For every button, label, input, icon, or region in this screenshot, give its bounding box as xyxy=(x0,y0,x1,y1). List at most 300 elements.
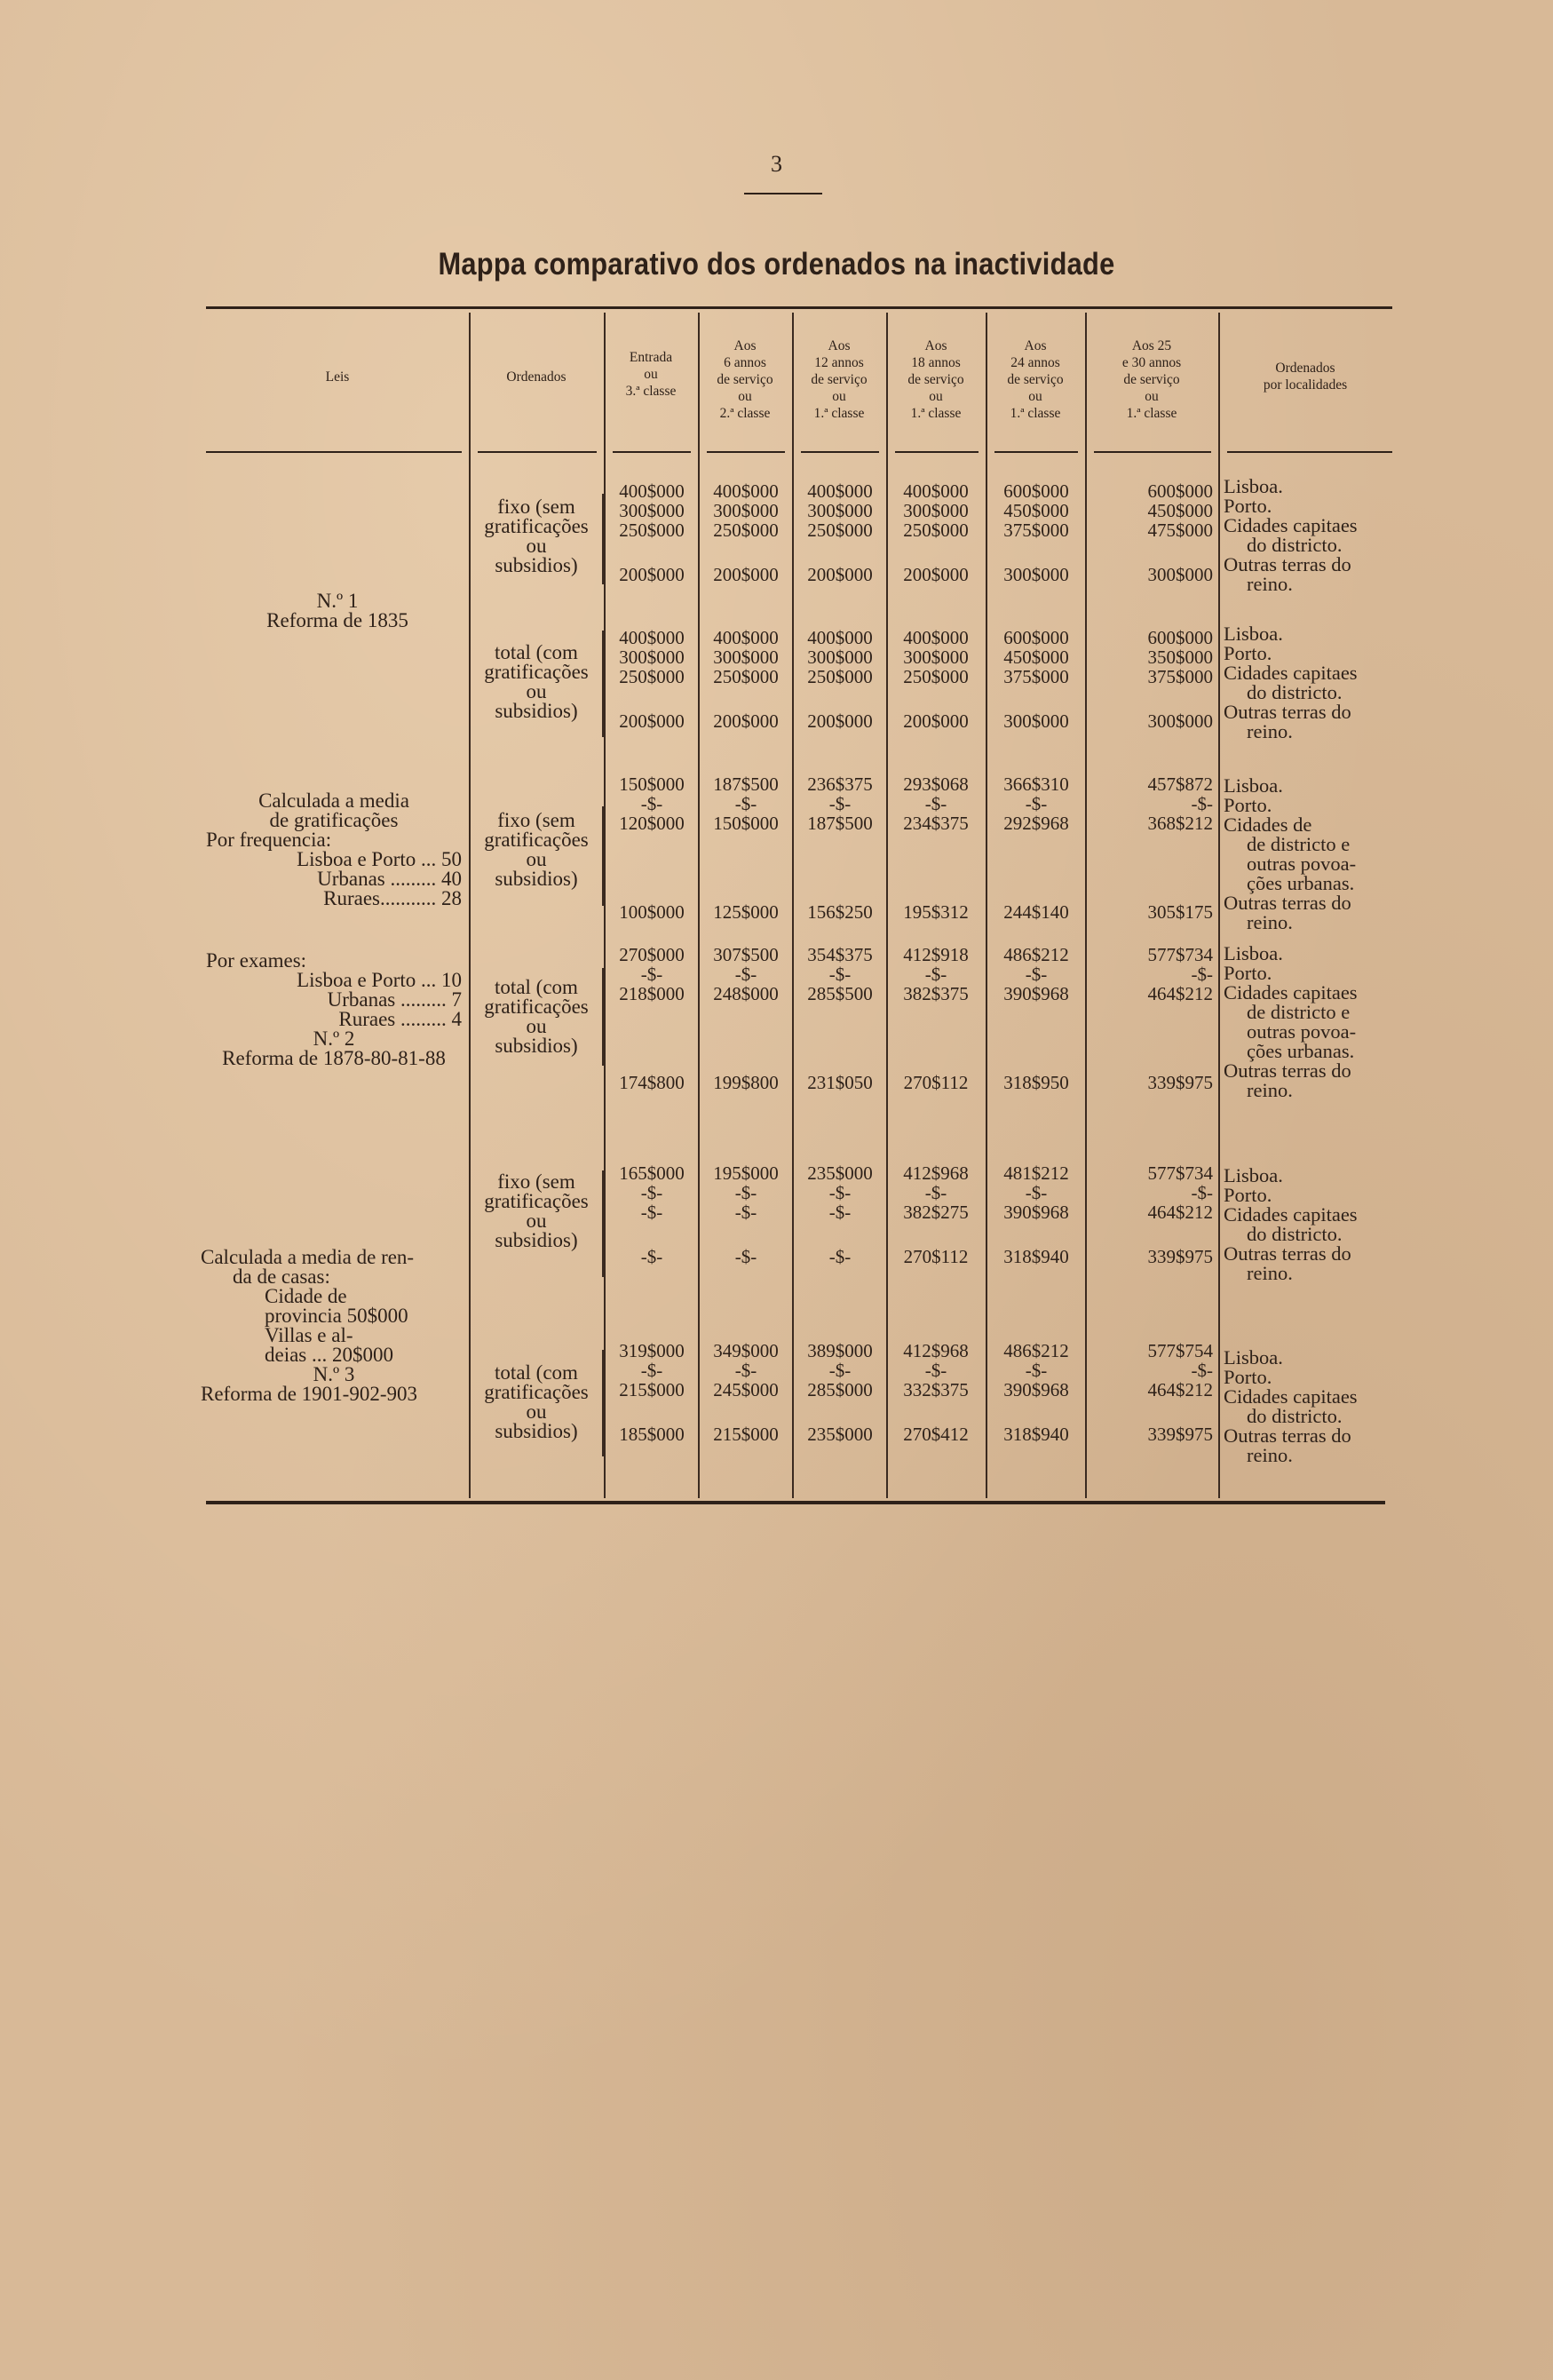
table-cell: 600$000 xyxy=(1003,627,1069,648)
table-cell: 250$000 xyxy=(713,520,779,541)
table-cell: 354$375 xyxy=(807,944,873,965)
table-cell: 250$000 xyxy=(807,666,873,687)
header-col-line: Aos xyxy=(828,338,851,353)
header-col-line: ou xyxy=(1028,389,1042,404)
table-cell: 270$412 xyxy=(903,1424,969,1445)
table-cell: 339$975 xyxy=(1147,1072,1213,1093)
header-col-line: 6 annos xyxy=(724,355,766,370)
table-cell: 270$112 xyxy=(903,1246,969,1267)
localidade-line: Outras terras do xyxy=(1224,1424,1351,1447)
table-cell: 600$000 xyxy=(1147,480,1213,502)
localidade-line: Porto. xyxy=(1224,794,1272,816)
page-number: 3 xyxy=(771,151,782,177)
localidade-line: Lisboa. xyxy=(1224,942,1283,964)
table-cell: 450$000 xyxy=(1003,500,1069,521)
localidade-line: Lisboa. xyxy=(1224,623,1283,645)
localidades-law1-fixo xyxy=(1224,477,1358,594)
law-1-label xyxy=(206,591,469,631)
group-brace xyxy=(602,1350,604,1456)
column-divider xyxy=(986,313,987,1498)
group-label-line: subsidios) xyxy=(495,1035,578,1057)
localidade-line: Lisboa. xyxy=(1224,774,1283,797)
table-cell: 390$968 xyxy=(1003,1202,1069,1223)
law-line: N.º 3 xyxy=(313,1363,355,1385)
law-line: provincia 50$000 xyxy=(265,1305,408,1327)
group-label-line: ou xyxy=(526,1400,547,1423)
localidade-line: Porto. xyxy=(1224,642,1272,664)
table-cell: 412$968 xyxy=(903,1162,969,1184)
table-cell: 200$000 xyxy=(619,564,685,585)
localidade-line: Outras terras do xyxy=(1224,553,1351,575)
table-cell: 250$000 xyxy=(619,520,685,541)
header-col-line: 18 annos xyxy=(911,355,961,370)
table-cell: 250$000 xyxy=(807,520,873,541)
group-label-line: ou xyxy=(526,848,547,870)
group-label-line: ou xyxy=(526,680,547,702)
localidade-line: Cidades capitaes xyxy=(1224,1385,1358,1408)
localidade-line: Cidades capitaes xyxy=(1224,1203,1358,1226)
table-cell: -$- xyxy=(1191,1182,1213,1203)
table-cell: 100$000 xyxy=(619,901,685,923)
header-rule xyxy=(1227,451,1392,453)
table-cell: 200$000 xyxy=(713,564,779,585)
table-cell: -$- xyxy=(734,1182,757,1203)
table-cell: 248$000 xyxy=(713,983,779,1004)
localidades-law3-total xyxy=(1224,1348,1358,1465)
table-cell: -$- xyxy=(1025,1182,1048,1203)
group-label-line: ou xyxy=(526,535,547,557)
localidade-line: Outras terras do xyxy=(1224,701,1351,723)
table-cell: 235$000 xyxy=(807,1162,873,1184)
column-divider xyxy=(1085,313,1087,1498)
table-cell: -$- xyxy=(1191,793,1213,814)
table-cell: 577$734 xyxy=(1147,1162,1213,1184)
table-cell: -$- xyxy=(924,1182,947,1203)
table-cell: 187$500 xyxy=(807,813,873,834)
header-localidades xyxy=(1218,360,1392,393)
header-localidades-line2: por localidades xyxy=(1263,377,1348,393)
table-cell: 486$212 xyxy=(1003,1340,1069,1361)
localidade-line: do districto. xyxy=(1247,1405,1343,1427)
group-brace xyxy=(602,494,604,584)
law-line: Reforma de 1901-902-903 xyxy=(201,1383,417,1405)
table-cell: 215$000 xyxy=(713,1424,779,1445)
group-label-line: total (com xyxy=(495,641,578,663)
table-cell: 125$000 xyxy=(713,901,779,923)
table-cell: 300$000 xyxy=(903,647,969,668)
law-line: Lisboa e Porto ... 50 xyxy=(297,848,462,870)
header-col-line: 3.ª classe xyxy=(625,384,677,399)
table-cell: 165$000 xyxy=(619,1162,685,1184)
table-cell: 339$975 xyxy=(1147,1246,1213,1267)
header-leis: Leis xyxy=(325,369,350,385)
header-col-line: ou xyxy=(644,367,658,382)
header-col-line: de serviço xyxy=(811,372,868,387)
law-line: Lisboa e Porto ... 10 xyxy=(297,969,462,991)
table-cell: -$- xyxy=(640,1202,663,1223)
localidade-line: do districto. xyxy=(1247,681,1343,703)
header-col-line: ou xyxy=(738,389,752,404)
localidade-line: reino. xyxy=(1247,720,1293,742)
page-number-rule xyxy=(744,193,822,194)
table-cell: 350$000 xyxy=(1147,647,1213,668)
table-cell: 475$000 xyxy=(1147,520,1213,541)
table-cell: 307$500 xyxy=(713,944,779,965)
table-cell: -$- xyxy=(828,1246,852,1267)
table-cell: 318$940 xyxy=(1003,1246,1069,1267)
header-rule xyxy=(613,451,691,453)
table-cell: -$- xyxy=(734,1202,757,1223)
group-label-line: gratificações xyxy=(484,1381,589,1403)
table-cell: -$- xyxy=(828,793,852,814)
group-label-line: subsidios) xyxy=(495,554,578,576)
column-divider xyxy=(604,313,606,1498)
localidade-line: Lisboa. xyxy=(1224,1164,1283,1186)
table-cell: 382$275 xyxy=(903,1202,969,1223)
localidade-line: Outras terras do xyxy=(1224,892,1351,914)
table-cell: 200$000 xyxy=(619,710,685,732)
table-cell: -$- xyxy=(1025,1360,1048,1381)
group-label-line: fixo (sem xyxy=(497,1170,575,1193)
group-label-line: gratificações xyxy=(484,661,589,683)
localidade-line: do districto. xyxy=(1247,534,1343,556)
table-cell: 368$212 xyxy=(1147,813,1213,834)
table-cell: -$- xyxy=(828,1182,852,1203)
header-col-line: ou xyxy=(929,389,943,404)
table-bottom-rule xyxy=(206,1501,1385,1504)
table-cell: 390$968 xyxy=(1003,983,1069,1004)
table-cell: 332$375 xyxy=(903,1379,969,1400)
table-cell: 486$212 xyxy=(1003,944,1069,965)
header-col-line: 12 annos xyxy=(814,355,864,370)
table-cell: 300$000 xyxy=(807,647,873,668)
header-rule xyxy=(1094,451,1211,453)
table-cell: 366$310 xyxy=(1003,774,1069,795)
table-cell: 464$212 xyxy=(1147,1379,1213,1400)
group-label-line: ou xyxy=(526,1015,547,1037)
localidade-line: Outras terras do xyxy=(1224,1059,1351,1082)
table-cell: -$- xyxy=(1191,964,1213,985)
header-rule xyxy=(895,451,979,453)
table-cell: 600$000 xyxy=(1147,627,1213,648)
table-cell: 231$050 xyxy=(807,1072,873,1093)
table-cell: 577$734 xyxy=(1147,944,1213,965)
table-cell: -$- xyxy=(828,1202,852,1223)
header-col-line: 2.ª classe xyxy=(719,406,771,421)
table-cell: 187$500 xyxy=(713,774,779,795)
law-line: da de casas: xyxy=(233,1265,330,1288)
localidades-law1-total xyxy=(1224,624,1358,742)
localidade-line: ções urbanas. xyxy=(1247,872,1355,894)
header-col-line: 1.ª classe xyxy=(1126,406,1177,421)
table-cell: -$- xyxy=(1025,964,1048,985)
table-cell: 200$000 xyxy=(903,710,969,732)
header-localidades-line1: Ordenados xyxy=(1275,361,1335,376)
group-label-line: gratificações xyxy=(484,515,589,537)
header-rule xyxy=(206,451,462,453)
localidade-line: Cidades capitaes xyxy=(1224,981,1358,1004)
localidade-line: Porto. xyxy=(1224,495,1272,517)
table-cell: 577$754 xyxy=(1147,1340,1213,1361)
header-col-line: de serviço xyxy=(717,372,773,387)
table-cell: 200$000 xyxy=(807,564,873,585)
header-rule xyxy=(478,451,597,453)
table-cell: 292$968 xyxy=(1003,813,1069,834)
group-label-line: subsidios) xyxy=(495,1420,578,1442)
table-cell: 244$140 xyxy=(1003,901,1069,923)
table-cell: 390$968 xyxy=(1003,1379,1069,1400)
law-line: Calculada a media xyxy=(258,789,409,812)
table-cell: 400$000 xyxy=(807,480,873,502)
law-line: Urbanas ......... 7 xyxy=(327,988,462,1011)
header-col-line: Aos 25 xyxy=(1131,338,1172,353)
table-cell: 300$000 xyxy=(619,647,685,668)
header-rule xyxy=(801,451,879,453)
localidade-line: de districto e xyxy=(1247,1001,1351,1023)
header-col-4 xyxy=(886,337,986,422)
table-cell: 250$000 xyxy=(619,666,685,687)
header-rule xyxy=(707,451,785,453)
law-line: Urbanas ......... 40 xyxy=(317,868,462,890)
table-cell: 318$940 xyxy=(1003,1424,1069,1445)
group-label-line: ou xyxy=(526,1210,547,1232)
table-cell: -$- xyxy=(734,1246,757,1267)
table-cell: -$- xyxy=(640,1246,663,1267)
table-cell: 375$000 xyxy=(1147,666,1213,687)
table-cell: 412$918 xyxy=(903,944,969,965)
header-col-line: e 30 annos xyxy=(1121,355,1182,370)
group-brace xyxy=(602,1170,604,1277)
group-label-line: gratificações xyxy=(484,829,589,851)
law-3-label xyxy=(201,1248,467,1404)
column-divider xyxy=(792,313,794,1498)
group-label-line: gratificações xyxy=(484,1190,589,1212)
table-cell: -$- xyxy=(734,1360,757,1381)
table-cell: 464$212 xyxy=(1147,983,1213,1004)
localidade-line: Cidades capitaes xyxy=(1224,662,1358,684)
table-cell: 215$000 xyxy=(619,1379,685,1400)
table-cell: 375$000 xyxy=(1003,666,1069,687)
header-col-line: Aos xyxy=(924,338,947,353)
table-cell: 185$000 xyxy=(619,1424,685,1445)
localidade-line: Porto. xyxy=(1224,962,1272,984)
header-col-2 xyxy=(698,337,792,422)
table-cell: 120$000 xyxy=(619,813,685,834)
localidade-line: Outras terras do xyxy=(1224,1242,1351,1265)
page-title: Mappa comparativo dos ordenados na inactividade xyxy=(438,247,1115,282)
group-label-line: total (com xyxy=(495,976,578,998)
group-label-law1-total xyxy=(469,643,604,721)
table-cell: 200$000 xyxy=(713,710,779,732)
column-divider xyxy=(886,313,888,1498)
header-col-line: de serviço xyxy=(907,372,964,387)
table-cell: 300$000 xyxy=(713,500,779,521)
table-cell: 300$000 xyxy=(1147,710,1213,732)
table-cell: 293$068 xyxy=(903,774,969,795)
table-cell: 300$000 xyxy=(713,647,779,668)
table-cell: 285$500 xyxy=(807,983,873,1004)
table-cell: 349$000 xyxy=(713,1340,779,1361)
table-cell: 195$000 xyxy=(713,1162,779,1184)
group-label-law3-total xyxy=(469,1363,604,1441)
table-cell: 450$000 xyxy=(1147,500,1213,521)
header-col-line: Aos xyxy=(733,338,757,353)
table-cell: 300$000 xyxy=(619,500,685,521)
group-brace xyxy=(602,631,604,737)
localidades-law2-total xyxy=(1224,944,1358,1100)
localidade-line: reino. xyxy=(1247,911,1293,933)
header-col-3 xyxy=(792,337,886,422)
table-cell: 236$375 xyxy=(807,774,873,795)
table-top-rule xyxy=(206,306,1392,309)
table-cell: -$- xyxy=(828,1360,852,1381)
table-cell: 457$872 xyxy=(1147,774,1213,795)
header-ordenados: Ordenados xyxy=(506,369,567,385)
localidade-line: Lisboa. xyxy=(1224,475,1283,497)
localidade-line: de districto e xyxy=(1247,833,1351,855)
header-col-6 xyxy=(1085,337,1218,422)
law-line: N.º 1 xyxy=(316,590,359,612)
group-label-line: fixo (sem xyxy=(497,809,575,831)
localidade-line: ções urbanas. xyxy=(1247,1040,1355,1062)
header-col-line: Aos xyxy=(1024,338,1047,353)
law-line: Cidade de xyxy=(265,1285,347,1307)
table-cell: 305$175 xyxy=(1147,901,1213,923)
table-cell: -$- xyxy=(734,964,757,985)
group-label-line: subsidios) xyxy=(495,1229,578,1251)
localidade-line: reino. xyxy=(1247,1262,1293,1284)
table-cell: -$- xyxy=(640,964,663,985)
table-cell: -$- xyxy=(1191,1360,1213,1381)
table-cell: 270$000 xyxy=(619,944,685,965)
table-cell: 400$000 xyxy=(619,480,685,502)
localidades-law2-fixo xyxy=(1224,776,1356,932)
localidade-line: reino. xyxy=(1247,573,1293,595)
header-col-1 xyxy=(604,349,698,400)
column-divider xyxy=(1218,313,1220,1498)
localidade-line: Porto. xyxy=(1224,1366,1272,1388)
table-cell: 400$000 xyxy=(619,627,685,648)
law-line: Reforma de 1878-80-81-88 xyxy=(222,1047,446,1069)
table-cell: 174$800 xyxy=(619,1072,685,1093)
table-cell: 156$250 xyxy=(807,901,873,923)
group-label-line: gratificações xyxy=(484,996,589,1018)
group-label-law2-total xyxy=(469,978,604,1056)
localidade-line: outras povoa- xyxy=(1247,853,1357,875)
table-cell: 200$000 xyxy=(903,564,969,585)
table-cell: -$- xyxy=(924,1360,947,1381)
law-line: Reforma de 1835 xyxy=(266,609,408,631)
group-label-law1-fixo xyxy=(469,497,604,575)
table-cell: 375$000 xyxy=(1003,520,1069,541)
header-col-line: 1.ª classe xyxy=(813,406,865,421)
localidade-line: Cidades de xyxy=(1224,813,1312,836)
table-cell: 450$000 xyxy=(1003,647,1069,668)
header-col-line: 1.ª classe xyxy=(1010,406,1061,421)
table-cell: 300$000 xyxy=(1147,564,1213,585)
table-cell: 400$000 xyxy=(807,627,873,648)
header-col-line: Entrada xyxy=(629,350,673,365)
header-col-line: 24 annos xyxy=(1010,355,1060,370)
table-cell: -$- xyxy=(828,964,852,985)
group-label-line: subsidios) xyxy=(495,700,578,722)
table-cell: 150$000 xyxy=(619,774,685,795)
table-cell: 245$000 xyxy=(713,1379,779,1400)
localidade-line: do districto. xyxy=(1247,1223,1343,1245)
localidade-line: Cidades capitaes xyxy=(1224,514,1358,536)
table-cell: 389$000 xyxy=(807,1340,873,1361)
table-cell: -$- xyxy=(1025,793,1048,814)
table-cell: 382$375 xyxy=(903,983,969,1004)
law-line: Ruraes ......... 4 xyxy=(338,1008,462,1030)
table-cell: 481$212 xyxy=(1003,1162,1069,1184)
table-cell: 464$212 xyxy=(1147,1202,1213,1223)
table-cell: -$- xyxy=(924,964,947,985)
table-cell: 250$000 xyxy=(903,520,969,541)
table-cell: 234$375 xyxy=(903,813,969,834)
localidade-line: reino. xyxy=(1247,1079,1293,1101)
table-cell: 150$000 xyxy=(713,813,779,834)
header-rule xyxy=(994,451,1078,453)
localidade-line: outras povoa- xyxy=(1247,1020,1357,1043)
header-col-line: de serviço xyxy=(1123,372,1180,387)
law-line: Villas e al- xyxy=(265,1324,353,1346)
table-cell: 600$000 xyxy=(1003,480,1069,502)
column-divider xyxy=(469,313,471,1498)
law-line: de gratificações xyxy=(269,809,399,831)
law-2-label xyxy=(206,791,462,1068)
header-col-line: ou xyxy=(832,389,846,404)
table-cell: 200$000 xyxy=(807,710,873,732)
table-cell: 400$000 xyxy=(903,627,969,648)
table-cell: 199$800 xyxy=(713,1072,779,1093)
header-col-line: 1.ª classe xyxy=(910,406,962,421)
table-cell: 250$000 xyxy=(713,666,779,687)
localidade-line: Lisboa. xyxy=(1224,1346,1283,1368)
table-cell: 195$312 xyxy=(903,901,969,923)
table-cell: 318$950 xyxy=(1003,1072,1069,1093)
header-col-line: de serviço xyxy=(1007,372,1064,387)
table-cell: 300$000 xyxy=(807,500,873,521)
law-line: deias ... 20$000 xyxy=(265,1344,394,1366)
table-cell: -$- xyxy=(734,793,757,814)
table-cell: 412$968 xyxy=(903,1340,969,1361)
group-label-law3-fixo xyxy=(469,1172,604,1250)
group-label-line: subsidios) xyxy=(495,868,578,890)
table-cell: 300$000 xyxy=(903,500,969,521)
localidade-line: reino. xyxy=(1247,1444,1293,1466)
table-cell: -$- xyxy=(640,1360,663,1381)
law-line: Ruraes........... 28 xyxy=(323,887,462,909)
table-cell: 400$000 xyxy=(713,627,779,648)
group-label-law2-fixo xyxy=(469,811,604,889)
localidades-law3-fixo xyxy=(1224,1166,1358,1283)
group-brace xyxy=(602,806,604,906)
table-cell: 250$000 xyxy=(903,666,969,687)
table-cell: 285$000 xyxy=(807,1379,873,1400)
group-label-line: fixo (sem xyxy=(497,496,575,518)
table-cell: 270$112 xyxy=(903,1072,969,1093)
table-cell: 235$000 xyxy=(807,1424,873,1445)
table-cell: -$- xyxy=(924,793,947,814)
table-cell: 400$000 xyxy=(713,480,779,502)
header-col-line: ou xyxy=(1145,389,1159,404)
law-line: Calculada a media de ren- xyxy=(201,1246,415,1268)
table-cell: -$- xyxy=(640,793,663,814)
law-line: Por exames: xyxy=(206,949,307,972)
law-line: Por frequencia: xyxy=(206,829,332,851)
table-cell: -$- xyxy=(640,1182,663,1203)
